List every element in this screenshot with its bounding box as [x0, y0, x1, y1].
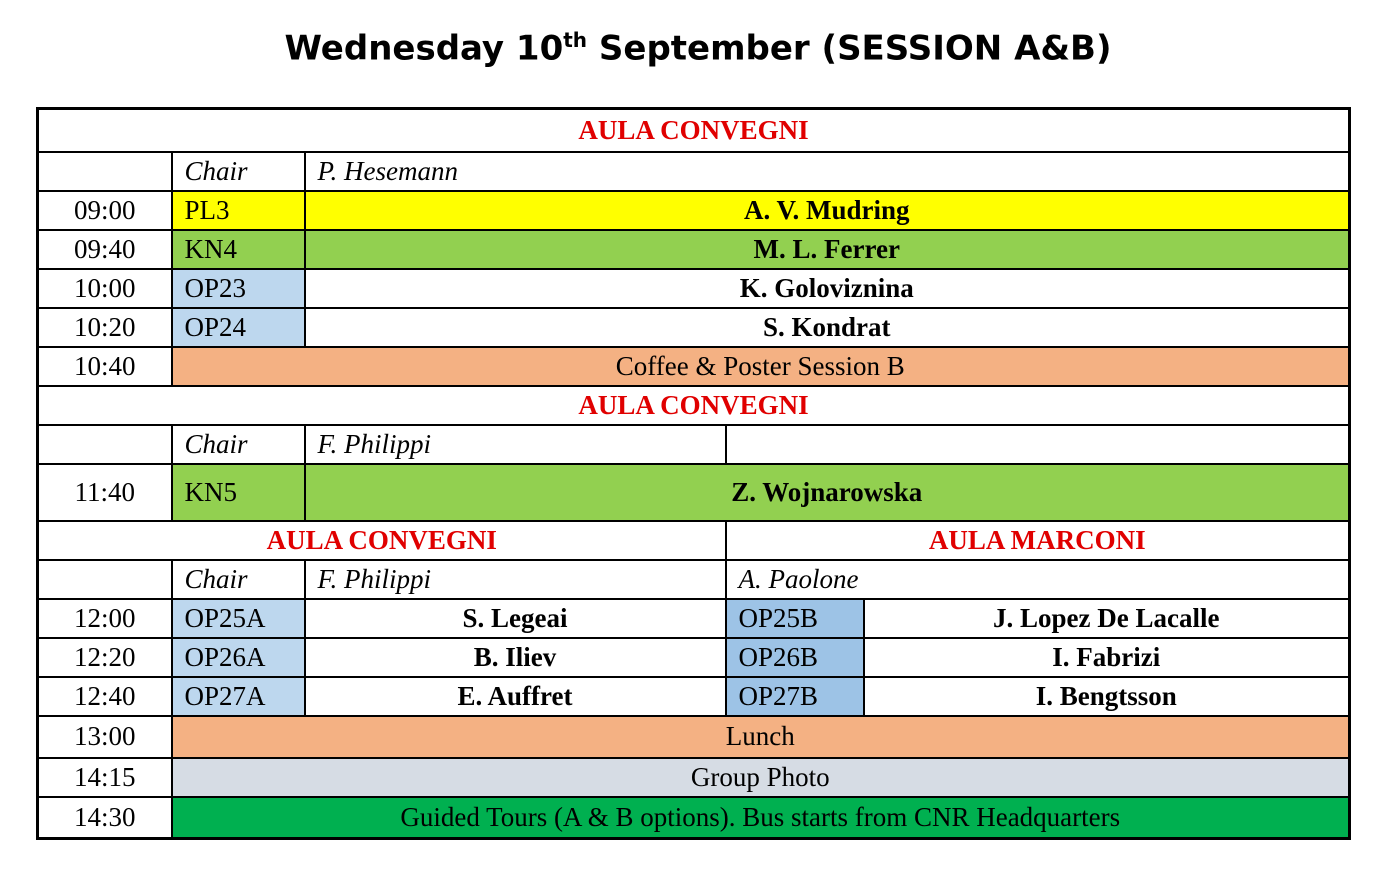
break-label: Coffee & Poster Session B [172, 347, 1350, 386]
time-cell: 09:40 [38, 230, 172, 269]
room-header-b: AULA MARCONI [726, 521, 1350, 560]
time-cell: 14:15 [38, 758, 172, 797]
break-row [38, 347, 1350, 386]
table-row [38, 464, 1350, 521]
table-row [38, 638, 1350, 677]
event-label: Lunch [172, 716, 1350, 758]
chair-name-a: F. Philippi [305, 560, 726, 599]
table-row [38, 308, 1350, 347]
room-header: AULA CONVEGNI [38, 109, 1350, 152]
chair-name-b: A. Paolone [726, 560, 1350, 599]
room-header-row [38, 386, 1350, 425]
time-cell-empty [38, 152, 172, 191]
speaker-name: K. Goloviznina [305, 269, 1350, 308]
room-header-row [38, 109, 1350, 152]
chair-row [38, 560, 1350, 599]
tour-row [38, 797, 1350, 839]
table-row [38, 191, 1350, 230]
speaker-name: S. Kondrat [305, 308, 1350, 347]
lunch-row [38, 716, 1350, 758]
chair-row [38, 152, 1350, 191]
speaker-name-b: J. Lopez De Lacalle [864, 599, 1350, 638]
chair-name: F. Philippi [305, 425, 726, 464]
time-cell: 12:40 [38, 677, 172, 716]
talk-code: KN5 [172, 464, 305, 521]
title-superscript: th [563, 28, 588, 52]
table-row [38, 269, 1350, 308]
time-cell-empty [38, 560, 172, 599]
chair-name: P. Hesemann [305, 152, 1350, 191]
talk-code-b: OP27B [726, 677, 864, 716]
title-text: Wednesday 10 [284, 28, 564, 69]
time-cell: 10:40 [38, 347, 172, 386]
title-text-suffix: September (SESSION A&B) [587, 28, 1112, 69]
speaker-name: M. L. Ferrer [305, 230, 1350, 269]
table-row [38, 599, 1350, 638]
time-cell: 13:00 [38, 716, 172, 758]
chair-label: Chair [172, 152, 305, 191]
talk-code-a: OP25A [172, 599, 305, 638]
chair-label: Chair [172, 425, 305, 464]
table-row [38, 677, 1350, 716]
time-cell: 11:40 [38, 464, 172, 521]
speaker-name: A. V. Mudring [305, 191, 1350, 230]
speaker-name-a: B. Iliev [305, 638, 726, 677]
talk-code-b: OP25B [726, 599, 864, 638]
speaker-name-a: S. Legeai [305, 599, 726, 638]
chair-label: Chair [172, 560, 305, 599]
event-label: Guided Tours (A & B options). Bus starts from CNR Headquarters [172, 797, 1350, 839]
time-cell: 14:30 [38, 797, 172, 839]
page-title [0, 28, 1396, 68]
chair-row [38, 425, 1350, 464]
time-cell: 09:00 [38, 191, 172, 230]
talk-code: KN4 [172, 230, 305, 269]
time-cell: 12:20 [38, 638, 172, 677]
room-header-row [38, 521, 1350, 560]
speaker-name-b: I. Fabrizi [864, 638, 1350, 677]
table-row [38, 230, 1350, 269]
photo-row [38, 758, 1350, 797]
time-cell: 10:00 [38, 269, 172, 308]
time-cell: 10:20 [38, 308, 172, 347]
room-header-a: AULA CONVEGNI [38, 521, 726, 560]
empty-cell [726, 425, 1350, 464]
time-cell: 12:00 [38, 599, 172, 638]
talk-code-b: OP26B [726, 638, 864, 677]
talk-code-a: OP27A [172, 677, 305, 716]
schedule-table [36, 107, 1351, 840]
room-header: AULA CONVEGNI [38, 386, 1350, 425]
speaker-name-b: I. Bengtsson [864, 677, 1350, 716]
event-label: Group Photo [172, 758, 1350, 797]
time-cell-empty [38, 425, 172, 464]
talk-code-a: OP26A [172, 638, 305, 677]
talk-code: OP23 [172, 269, 305, 308]
speaker-name-a: E. Auffret [305, 677, 726, 716]
speaker-name: Z. Wojnarowska [305, 464, 1350, 521]
talk-code: PL3 [172, 191, 305, 230]
talk-code: OP24 [172, 308, 305, 347]
